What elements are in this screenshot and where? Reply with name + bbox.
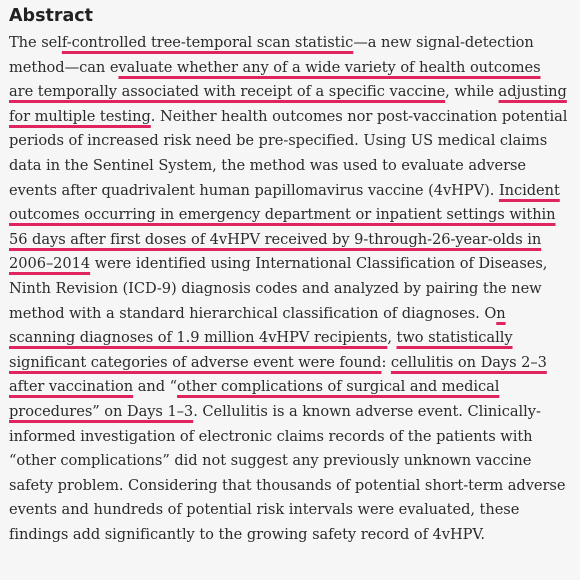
abstract-text: . Cellulitis is a known adverse event. Clinically-informed investigation of electronic claims records of the patients with “other complications” did not suggest any previously unknown vaccine safety problem. Considering that thousands of potential short-term adverse events and hundreds of potential risk intervals were evaluated, these findings add significantly to the growing safety record of 4vHPV. [9, 402, 566, 543]
abstract-text: were identified using International Classification of Diseases, Ninth Revision (ICD-9) diagnosis codes and analyzed by pairing the new method with a standard hierarchical classification of diagnoses. O [9, 255, 548, 322]
highlighted-phrase: adjusting for multiple testing [9, 83, 567, 125]
highlighted-phrase: two statistically significant categories of adverse event were found [9, 329, 513, 371]
abstract-text: . Neither health outcomes nor post-vaccination potential periods of increased risk need be pre-specified. Using US medical claims data in the Sentinel System, the method was used to evaluate adverse events after quadrivalent human papillomavirus vaccine (4vHPV). [9, 107, 568, 199]
highlighted-phrase: cellulitis on Days 2–3 after vaccination [9, 353, 547, 396]
abstract-text: and “ [133, 378, 178, 396]
abstract-text: , while [445, 83, 499, 101]
abstract-body [9, 31, 568, 547]
abstract-text: : [381, 353, 391, 371]
abstract-text: The sel [9, 34, 62, 51]
highlighted-phrase: Incident outcomes occurring in emergency department or inpatient settings within 56 days after first doses of 4vHPV received by 9-through-26-year-olds in 2006–2014 [9, 181, 560, 273]
highlighted-phrase: n scanning diagnoses of 1.9 million 4vHPV recipients [9, 304, 506, 347]
highlighted-phrase: other complications of surgical and medical procedures” on Days 1–3 [9, 378, 500, 420]
highlighted-phrase: f-controlled tree-temporal scan statistic [61, 34, 354, 51]
highlighted-phrase: valuate whether any of a wide variety of health outcomes are temporally associated with receipt of a specific vaccine [9, 58, 541, 101]
abstract-text: —a new signal-detection method—can e [9, 34, 534, 76]
abstract-text: , [387, 329, 397, 347]
abstract-heading: Abstract [9, 6, 94, 26]
